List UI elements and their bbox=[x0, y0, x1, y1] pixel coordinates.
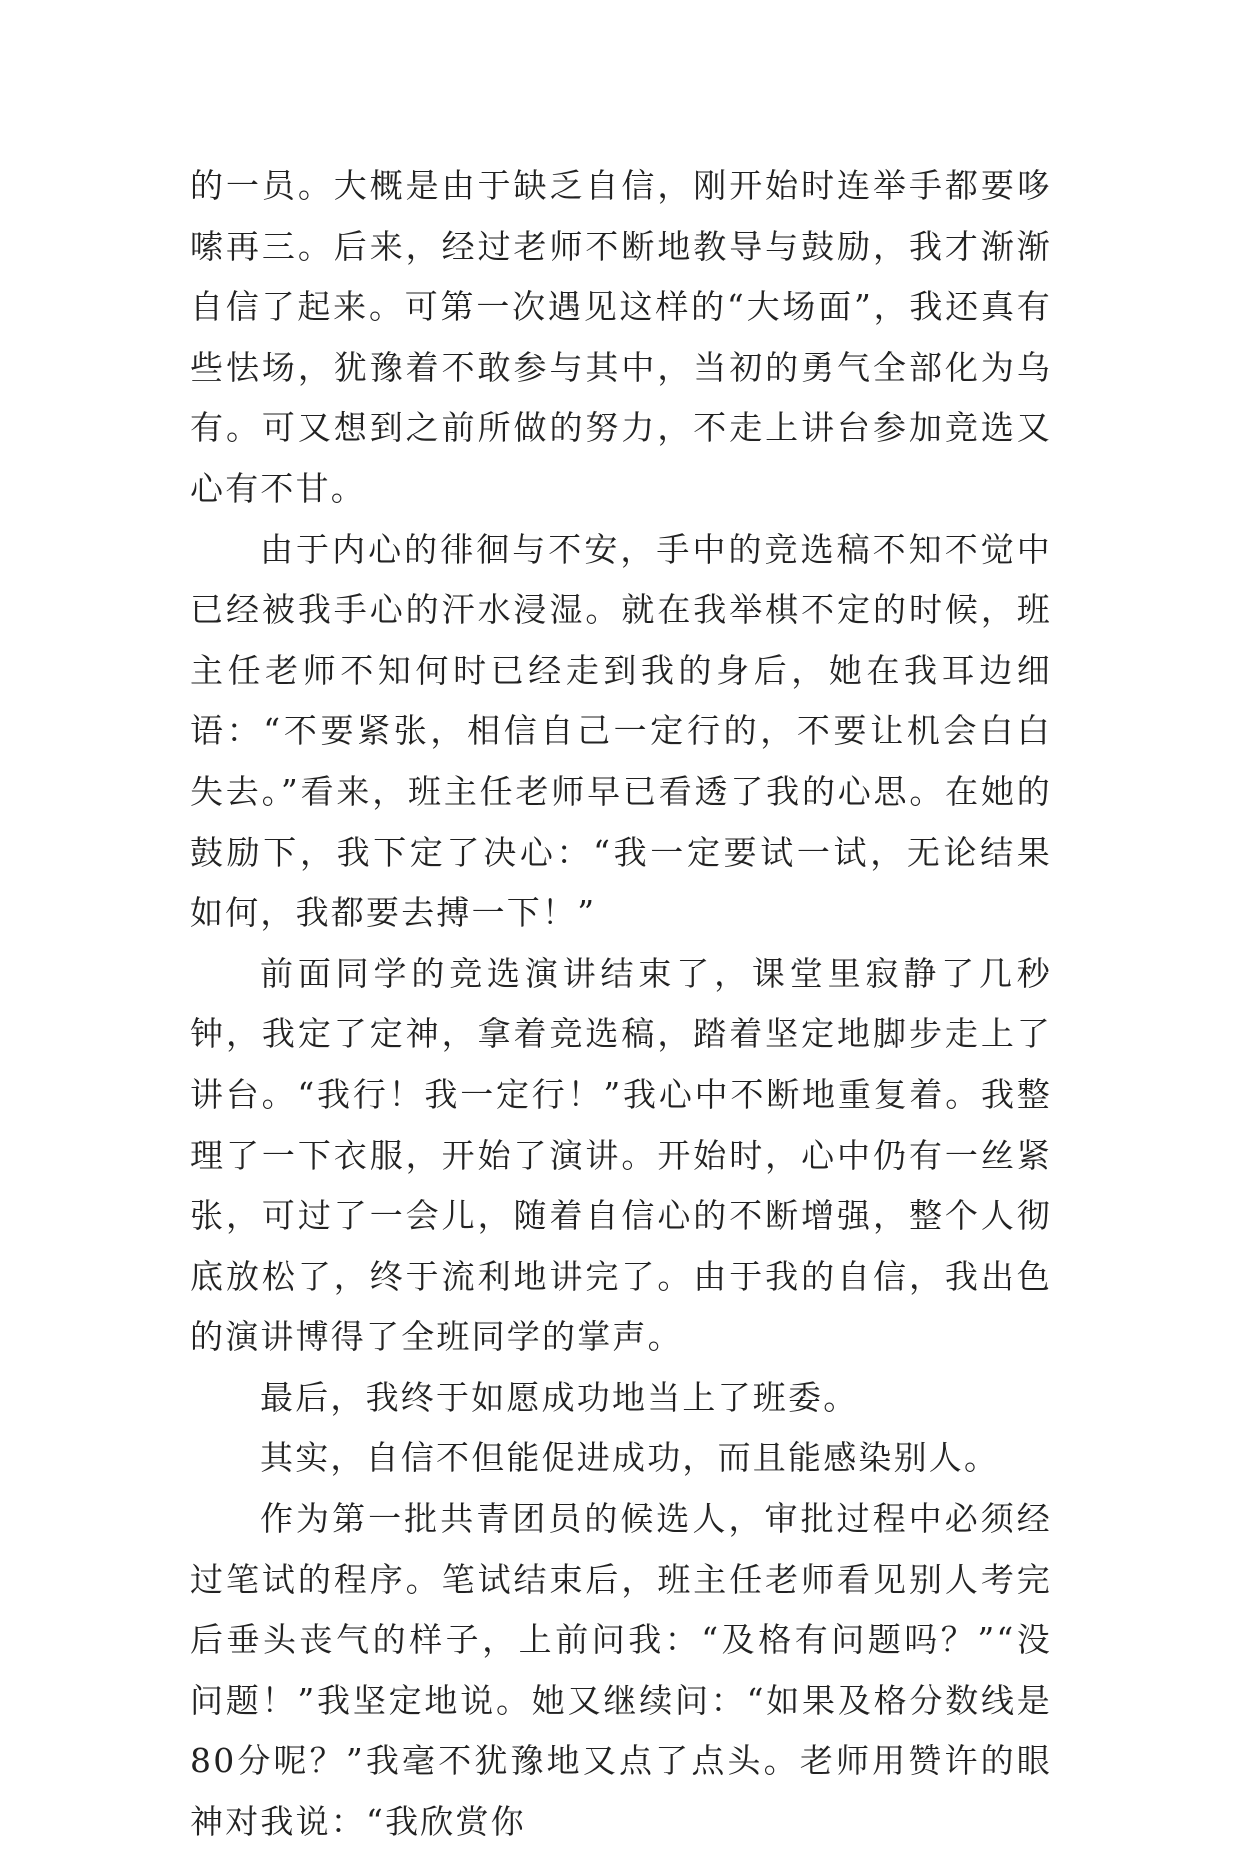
paragraph-4: 最后，我终于如愿成功地当上了班委。 bbox=[260, 1377, 859, 1417]
paragraph-6: 作为第一批共青团员的候选人，审批过程中必须经过笔试的程序。笔试结束后，班主任老师看见别人考完后垂头丧气的样子，上前问我：“及格有问题吗？”“没问题！”我坚定地说。她又继续问：“如果及格分数线是80分呢？”我毫不犹豫地又点了点头。老师用赞许的眼神对我说：“我欣赏你 bbox=[190, 1499, 1052, 1842]
body-text bbox=[190, 156, 1052, 1853]
paragraph-3: 前面同学的竞选演讲结束了，课堂里寂静了几秒钟，我定了定神，拿着竞选稿，踏着坚定地脚步走上了讲台。“我行！我一定行！”我心中不断地重复着。我整理了一下衣服，开始了演讲。开始时，心中仍有一丝紧张，可过了一会儿，随着自信心的不断增强，整个人彻底放松了，终于流利地讲完了。由于我的自信，我出色的演讲博得了全班同学的掌声。 bbox=[190, 953, 1052, 1357]
paragraph-2: 由于内心的徘徊与不安，手中的竞选稿不知不觉中已经被我手心的汗水浸湿。就在我举棋不定的时候，班主任老师不知何时已经走到我的身后，她在我耳边细语：“不要紧张，相信自己一定行的，不要让机会白白失去。”看来，班主任老师早已看透了我的心思。在她的鼓励下，我下定了决心：“我一定要试一试，无论结果如何，我都要去搏一下！” bbox=[190, 529, 1052, 933]
paragraph-1: 的一员。大概是由于缺乏自信，刚开始时连举手都要哆嗦再三。后来，经过老师不断地教导与鼓励，我才渐渐自信了起来。可第一次遇见这样的“大场面”，我还真有些怯场，犹豫着不敢参与其中，当初的勇气全部化为乌有。可又想到之前所做的努力，不走上讲台参加竞选又心有不甘。 bbox=[190, 166, 1052, 508]
paragraph-5: 其实，自信不但能促进成功，而且能感染别人。 bbox=[260, 1438, 1000, 1478]
